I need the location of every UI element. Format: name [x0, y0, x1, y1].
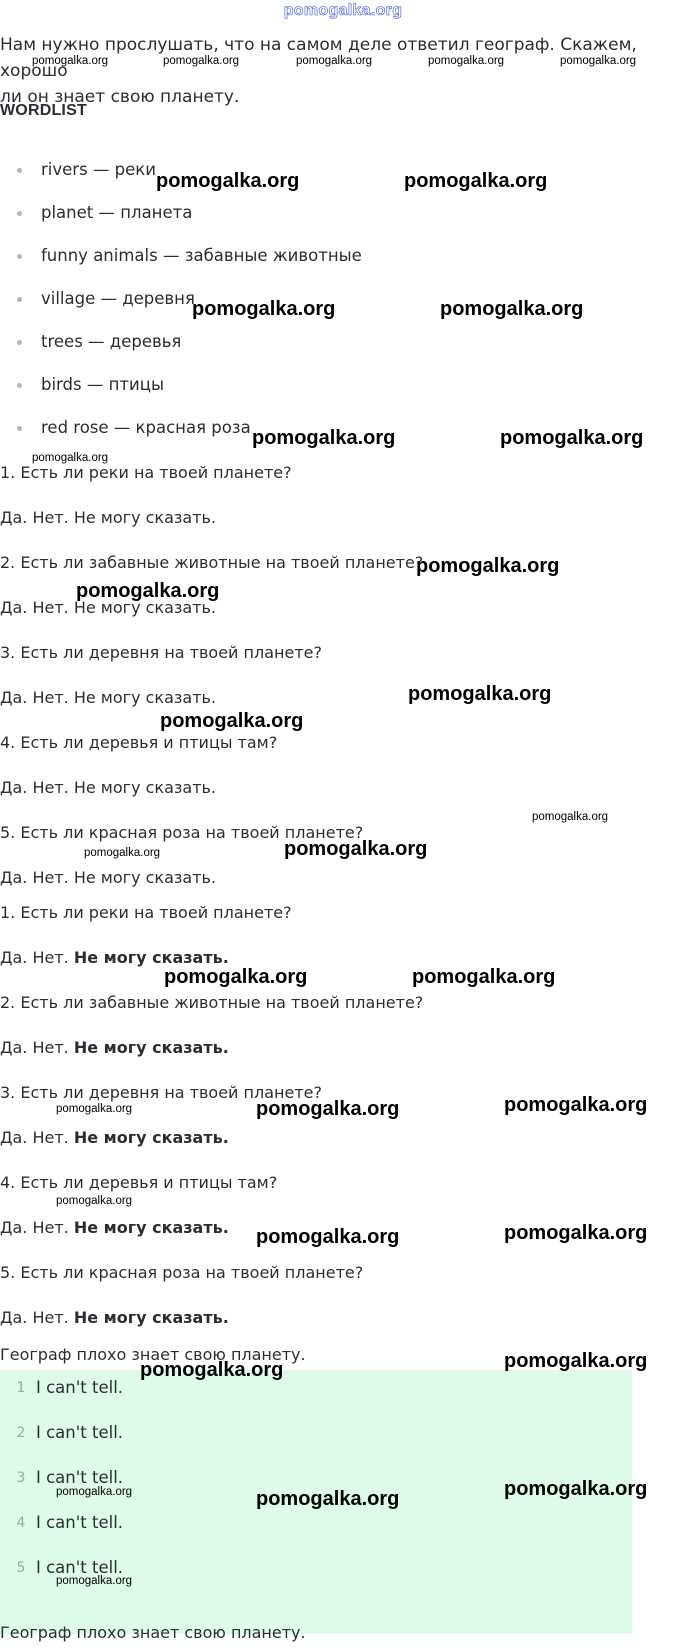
- line-number: 5: [16, 1560, 26, 1576]
- watermark: pomogalka.org: [140, 1359, 284, 1381]
- answer-bold: Не могу сказать.: [73, 948, 229, 967]
- answer-options: Да. Нет. Не могу сказать.: [0, 778, 217, 797]
- watermark: pomogalka.org: [32, 55, 109, 67]
- answer-prefix: Да. Нет.: [0, 1128, 69, 1147]
- question-text: 5. Есть ли красная роза на твоей планете?: [0, 823, 364, 842]
- question-text: 1. Есть ли реки на твоей планете?: [0, 463, 292, 482]
- watermark: pomogalka.org: [412, 966, 556, 988]
- line-number: 3: [16, 1470, 26, 1486]
- answer-line: [0, 1305, 229, 1331]
- watermark: pomogalka.org: [160, 710, 304, 732]
- bullet-icon: [17, 211, 22, 216]
- question-text: 2. Есть ли забавные животные на твоей планете?: [0, 553, 424, 572]
- watermark: pomogalka.org: [256, 1098, 400, 1120]
- answer-prefix: Да. Нет.: [0, 1218, 69, 1237]
- question-text: 3. Есть ли деревня на твоей планете?: [0, 1083, 322, 1102]
- watermark: pomogalka.org: [504, 1222, 648, 1244]
- wordlist-heading: WORDLIST: [0, 102, 87, 119]
- watermark: pomogalka.org: [32, 452, 109, 464]
- answer-bold: Не могу сказать.: [73, 1128, 229, 1147]
- watermark: pomogalka.org: [256, 1488, 400, 1510]
- watermark: pomogalka.org: [428, 55, 505, 67]
- bullet-icon: [17, 297, 22, 302]
- code-line-text: I can't tell.: [36, 1423, 124, 1442]
- watermark: pomogalka.org: [560, 55, 637, 67]
- wordlist-item-text: birds — птицы: [41, 375, 164, 394]
- wordlist-item: [0, 370, 600, 400]
- watermark: pomogalka.org: [56, 1195, 133, 1207]
- code-line-text: I can't tell.: [36, 1558, 124, 1577]
- watermark: pomogalka.org: [192, 298, 336, 320]
- question-text: 2. Есть ли забавные животные на твоей планете?: [0, 993, 424, 1012]
- answer-line: [0, 1125, 229, 1151]
- wordlist-item-text: funny animals — забавные животные: [41, 246, 362, 265]
- watermark: pomogalka.org: [408, 683, 552, 705]
- wordlist-item: [0, 241, 600, 271]
- answer-prefix: Да. Нет.: [0, 1308, 69, 1327]
- wordlist-item: [0, 327, 600, 357]
- final-conclusion-text: Географ плохо знает свою планету.: [0, 1623, 306, 1642]
- intro-line: Нам нужно прослушать, что на самом деле ответил географ. Скажем, хорошо: [0, 35, 637, 81]
- wordlist-item-text: rivers — реки: [41, 160, 156, 179]
- code-line-text: I can't tell.: [36, 1468, 124, 1487]
- watermark: pomogalka.org: [504, 1094, 648, 1116]
- watermark: pomogalka.org: [500, 427, 644, 449]
- watermark: pomogalka.org: [440, 298, 584, 320]
- watermark: pomogalka.org: [504, 1350, 648, 1372]
- intro-line: ли он знает свою планету.: [0, 87, 240, 107]
- bullet-icon: [17, 426, 22, 431]
- answer-options: Да. Нет. Не могу сказать.: [0, 868, 217, 887]
- watermark: pomogalka.org: [532, 811, 609, 823]
- watermark: pomogalka.org: [56, 1575, 133, 1587]
- question-text: 4. Есть ли деревья и птицы там?: [0, 733, 278, 752]
- watermark: pomogalka.org: [284, 838, 428, 860]
- answer-line: [0, 1035, 229, 1061]
- bullet-icon: [17, 383, 22, 388]
- answer-options: Да. Нет. Не могу сказать.: [0, 508, 217, 527]
- watermark: pomogalka.org: [56, 1103, 133, 1115]
- answer-bold: Не могу сказать.: [73, 1218, 229, 1237]
- bullet-icon: [17, 254, 22, 259]
- watermark: pomogalka.org: [256, 1226, 400, 1248]
- wordlist-item-text: planet — планета: [41, 203, 193, 222]
- question-text: 5. Есть ли красная роза на твоей планете?: [0, 1263, 364, 1282]
- watermark: pomogalka.org: [296, 55, 373, 67]
- watermark: pomogalka.org: [156, 170, 300, 192]
- watermark: pomogalka.org: [164, 966, 308, 988]
- bullet-icon: [17, 340, 22, 345]
- watermark: pomogalka.org: [416, 555, 560, 577]
- bullet-icon: [17, 168, 22, 173]
- intro-paragraph: [0, 32, 668, 110]
- code-line-text: I can't tell.: [36, 1513, 124, 1532]
- question-text: 4. Есть ли деревья и птицы там?: [0, 1173, 278, 1192]
- watermark: pomogalka.org: [504, 1478, 648, 1500]
- wordlist-item-text: trees — деревья: [41, 332, 182, 351]
- watermark: pomogalka.org: [56, 1486, 133, 1498]
- wordlist-item-text: red rose — красная роза: [41, 418, 251, 437]
- wordlist-item: [0, 198, 600, 228]
- line-number: 2: [16, 1425, 26, 1441]
- watermark: pomogalka.org: [163, 55, 240, 67]
- watermark: pomogalka.org: [76, 580, 220, 602]
- answer-bold: Не могу сказать.: [73, 1038, 229, 1057]
- line-number: 1: [16, 1380, 26, 1396]
- line-number: 4: [16, 1515, 26, 1531]
- watermark: pomogalka.org: [84, 847, 161, 859]
- answer-prefix: Да. Нет.: [0, 1038, 69, 1057]
- conclusion-text: Географ плохо знает свою планету.: [0, 1345, 306, 1364]
- answer-line: [0, 1215, 229, 1241]
- wordlist-item-text: village — деревня: [41, 289, 195, 308]
- question-text: 3. Есть ли деревня на твоей планете?: [0, 643, 322, 662]
- watermark: pomogalka.org: [252, 427, 396, 449]
- answer-options: Да. Нет. Не могу сказать.: [0, 598, 217, 617]
- code-line-text: I can't tell.: [36, 1378, 124, 1397]
- answer-options: Да. Нет. Не могу сказать.: [0, 688, 217, 707]
- answer-bold: Не могу сказать.: [73, 1308, 229, 1327]
- watermark: pomogalka.org: [404, 170, 548, 192]
- site-logo[interactable]: pomogalka.org: [283, 2, 403, 19]
- question-text: 1. Есть ли реки на твоей планете?: [0, 903, 292, 922]
- answer-prefix: Да. Нет.: [0, 948, 69, 967]
